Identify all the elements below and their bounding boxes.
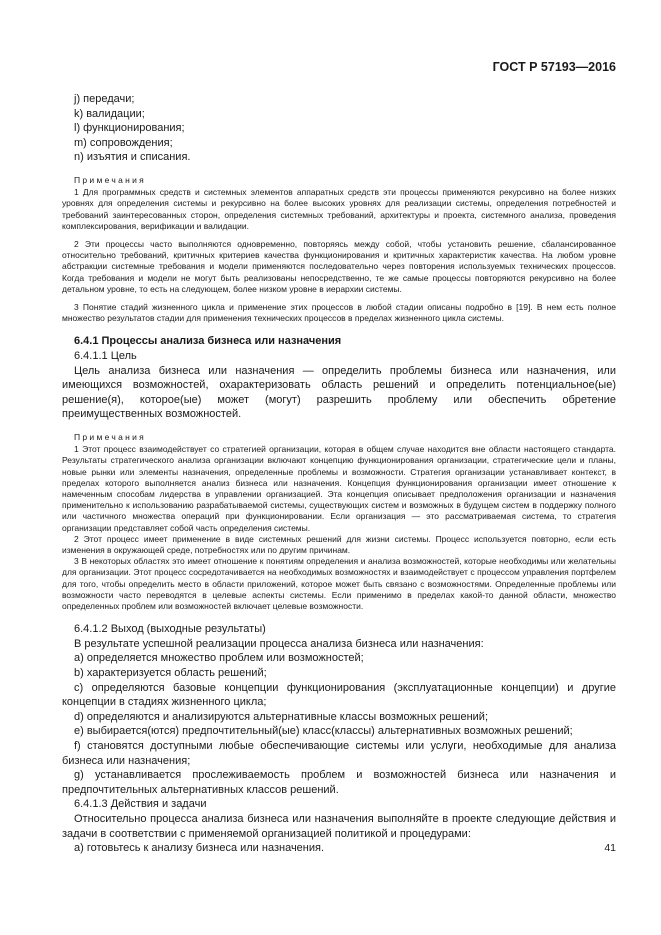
notes-heading: Примечания — [74, 174, 147, 185]
note-item: 2 Этот процесс имеет применение в виде системных решений для жизни системы. Процесс используется повторно, если есть изменения в окружающей среде, потребностях или по другим причинам. — [62, 533, 616, 555]
standard-id: ГОСТ Р 57193—2016 — [492, 60, 616, 74]
list-item: l) функционирования; — [74, 122, 185, 135]
list-item: g) устанавливается прослеживаемость проблем и возможностей бизнеса или назначения и предпочтительных альтернативных классов решений. — [62, 769, 616, 796]
activities-intro: Относительно процесса анализа бизнеса или назначения выполняйте в проекте следующие действия и задачи в соответствии с применяемой организацией политикой и процедурами: — [62, 812, 616, 840]
list-item: d) определяются и анализируются альтернативные классы возможных решений; — [74, 710, 489, 723]
list-item: e) выбирается(ются) предпочтительный(ые) класс(классы) альтернативных возможных решений; — [74, 725, 573, 738]
note-item: 2 Эти процессы часто выполняются одновременно, повторяясь между собой, чтобы установить решение, сбалансированное относительно требований, критичных критериев качества функционирования и критичных характеристик качества. На любом уровне абстракции системные требования и модели применяются последовательно через повторения используемых технических процессов. Когда требования и модели не могут быть реализованы непосредственно, те же самые процессы повторяются рекурсивно на более детальном уровне, то есть на следующем, более низком уровне в иерархии системы. — [62, 238, 616, 294]
note-item: 1 Этот процесс взаимодействует со стратегией организации, которая в общем случае находится вне области настоящего стандарта. Результаты стратегического анализа организации включают концепцию функционирования организации, стратегические цели и планы, новые рынки или элементы назначения, определенные проблемы и возможности. Стратегия организации устанавливает контекст, в пределах которого выполняется анализ бизнеса или назначения. Концепция функционирования организации имеет отношение к намеченным способам лидерства в управлении организацией. Эта концепция описывает предположения организации и назначения применительно к использованию разрабатываемой системы, существующих систем и возможных в будущем систем в поддержку полного или частичного множества операций при функционировании. Если организация — это рассматриваемая система, то стратегия организации представляет собой часть определения системы. — [62, 444, 616, 533]
outcomes-intro: В результате успешной реализации процесса анализа бизнеса или назначения: — [74, 637, 484, 650]
list-item: m) сопровождения; — [74, 136, 173, 149]
subsection-heading: 6.4.1.1 Цель — [74, 350, 137, 362]
section-title: 6.4.1 Процессы анализа бизнеса или назначения — [74, 335, 342, 348]
purpose-text: Цель анализа бизнеса или назначения — определить проблемы бизнеса или назначения, или имеющихся возможностей, охарактеризовать область решений и определить потенциальное(ые) решение(я), которое(ые) может (могут) разрешить проблему или обеспечить обретение преимущественных возможностей. — [62, 364, 616, 421]
list-item: n) изъятия и списания. — [74, 151, 191, 164]
list-item: a) определяется множество проблем или возможностей; — [74, 652, 364, 665]
page-number: 41 — [604, 842, 616, 854]
list-item: j) передачи; — [74, 93, 135, 105]
subsection-heading: 6.4.1.3 Действия и задачи — [74, 798, 207, 811]
notes-heading: Примечания — [74, 431, 147, 442]
list-item: f) становятся доступными любые обеспечивающие системы или услуги, необходимые для анализа бизнеса или назначения; — [62, 739, 616, 767]
document-body — [62, 92, 616, 856]
list-item: b) характеризуется область решений; — [74, 667, 267, 679]
list-item: c) определяются базовые концепции функционирования (эксплуатационные концепции) и другие концепции в стадиях жизненного цикла; — [62, 681, 616, 709]
note-item: 3 Понятие стадий жизненного цикла и применение этих процессов в любой стадии описаны подробно в [19]. В нем есть полное множество результатов стадии для применения технических процессов в пределах жизненного цикла системы. — [62, 302, 616, 324]
subsection-heading: 6.4.1.2 Выход (выходные результаты) — [74, 623, 266, 636]
note-item: 3 В некоторых областях это имеет отношение к понятиям определения и анализа возможностей, которые необходимы или желательны для организации. Этот процесс сосредотачивается на необходимых возможностях и взаимодействует с процессом управления портфелем для того, чтобы определить место в области приложений, которое может быть связано с возможностями. Определенные проблемы или возможности часто переводятся в целевые аспекты системы. Если применимо в пределах какой-то данной области, множество определенных проблем или возможностей включает целевые возможности. — [62, 556, 616, 612]
list-item: a) готовьтесь к анализу бизнеса или назначения. — [74, 842, 325, 855]
note-item: 1 Для программных средств и системных элементов аппаратных средств эти процессы применяются рекурсивно на более низких уровнях для определения системы и рекурсивно на более высоких уровнях для реализации системы, определения потребностей и требований заинтересованных сторон, определения системных требований, архитектуры и проекта, системного анализа, проведения комплексирования, верификации и валидации. — [62, 187, 616, 231]
list-item: k) валидации; — [74, 107, 145, 120]
